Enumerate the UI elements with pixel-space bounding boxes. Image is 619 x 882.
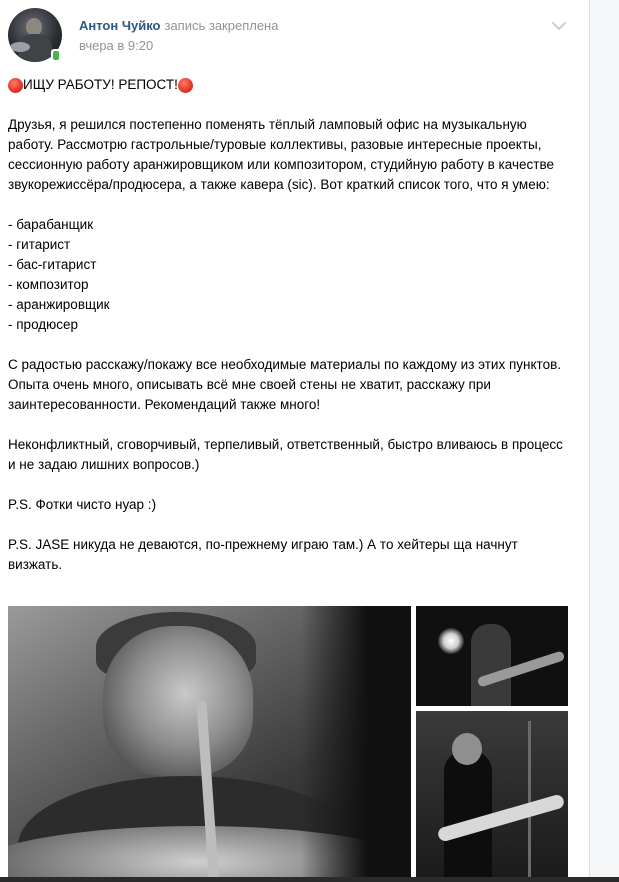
post-header bbox=[8, 8, 589, 64]
post-text bbox=[8, 75, 573, 575]
avatar-drum bbox=[10, 42, 30, 52]
post-date[interactable]: вчера в 9:20 bbox=[79, 38, 154, 53]
chevron-down-icon[interactable] bbox=[551, 20, 567, 32]
photo-guitarist-stage[interactable] bbox=[416, 606, 568, 706]
post-paragraph: Друзья, я решился постепенно поменять тёплый ламповый офис на музыкальную работу. Рассмотрю гастрольные/туровые коллективы, разовые интересные проекты, сессионную работу аранжировщиком или композитором, студийную работу в качестве звукорежиссёра/продюсера, а также кавера (sic). Вот краткий список того, что я умею: bbox=[8, 117, 554, 192]
skill-item: - барабанщик bbox=[8, 217, 94, 232]
post-paragraph: С радостью расскажу/покажу все необходимые материалы по каждому из этих пунктов. Опыта очень много, описывать всё мне своей стены не хватит, расскажу при заинтересованности. Рекомендаций также много! bbox=[8, 357, 562, 412]
photo-shape bbox=[438, 628, 464, 654]
photo-grid bbox=[8, 606, 568, 882]
photo-shape bbox=[471, 624, 511, 706]
mobile-online-icon bbox=[51, 49, 61, 62]
red-circle-icon bbox=[178, 78, 193, 93]
post-ps: P.S. Фотки чисто нуар :) bbox=[8, 497, 157, 512]
author-line bbox=[79, 18, 278, 33]
post-ps: P.S. JASE никуда не деваются, по-прежнему играю там.) А то хейтеры ща начнут визжать. bbox=[8, 537, 518, 572]
headline-text: ИЩУ РАБОТУ! РЕПОСТ! bbox=[23, 77, 178, 92]
red-circle-icon bbox=[8, 78, 23, 93]
photo-shape bbox=[452, 733, 482, 765]
skill-item: - продюсер bbox=[8, 317, 79, 332]
skill-item: - бас-гитарист bbox=[8, 257, 97, 272]
skill-item: - гитарист bbox=[8, 237, 71, 252]
bottom-edge-bar bbox=[0, 877, 619, 882]
photo-shape bbox=[103, 626, 253, 776]
page-background-strip bbox=[590, 0, 619, 882]
pinned-label: запись закреплена bbox=[164, 18, 279, 33]
skill-item: - аранжировщик bbox=[8, 297, 110, 312]
post-paragraph: Неконфликтный, сговорчивый, терпеливый, ответственный, быстро вливаюсь в процесс и не задаю лишних вопросов.) bbox=[8, 437, 563, 472]
author-name-link[interactable]: Антон Чуйко bbox=[79, 18, 161, 33]
photo-drummer[interactable] bbox=[8, 606, 411, 882]
skill-item: - композитор bbox=[8, 277, 89, 292]
post-headline bbox=[8, 75, 573, 95]
photo-bassist[interactable] bbox=[416, 711, 568, 882]
photo-shape bbox=[301, 606, 411, 882]
